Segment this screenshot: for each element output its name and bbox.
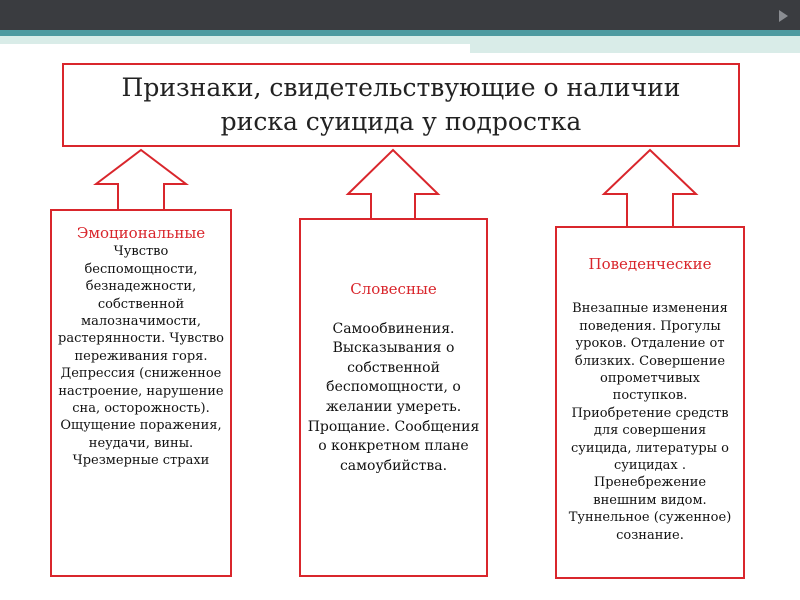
up-arrow-emotional — [96, 150, 186, 211]
card-emotional-text: Чувство беспомощности, безнадежности, собственной малозначимости, растерянности. Чувство переживания горя. Депрессия (сниженное настроение, нарушение сна, осторожность). Ощущение поражения, неудачи, вины. Чрезмерные страхи — [58, 244, 224, 469]
page-title: Признаки, свидетельствующие о наличии риска суицида у подростка — [62, 63, 740, 147]
card-verbal-text: Самообвинения. Высказывания о собственной беспомощности, о желании умереть. Прощание. Сообщения о конкретном плане самоубийства. — [307, 320, 480, 474]
card-emotional-title: Эмоциональные — [76, 224, 206, 242]
up-arrow-verbal — [348, 150, 438, 220]
card-behavioral — [555, 226, 745, 579]
card-behavioral-title: Поведенческие — [588, 255, 712, 273]
card-verbal-title: Словесные — [350, 280, 437, 298]
up-arrow-behavioral — [604, 150, 696, 228]
card-emotional — [50, 209, 232, 577]
card-behavioral-text: Внезапные изменения поведения. Прогулы уроков. Отдаление от близких. Совершение опрометчивых поступков. Приобретение средств для совершения суицида, литературы о суицидах . Пренебрежение внешним видом. Туннельное (суженное) сознание. — [568, 301, 732, 543]
card-verbal — [299, 218, 488, 577]
